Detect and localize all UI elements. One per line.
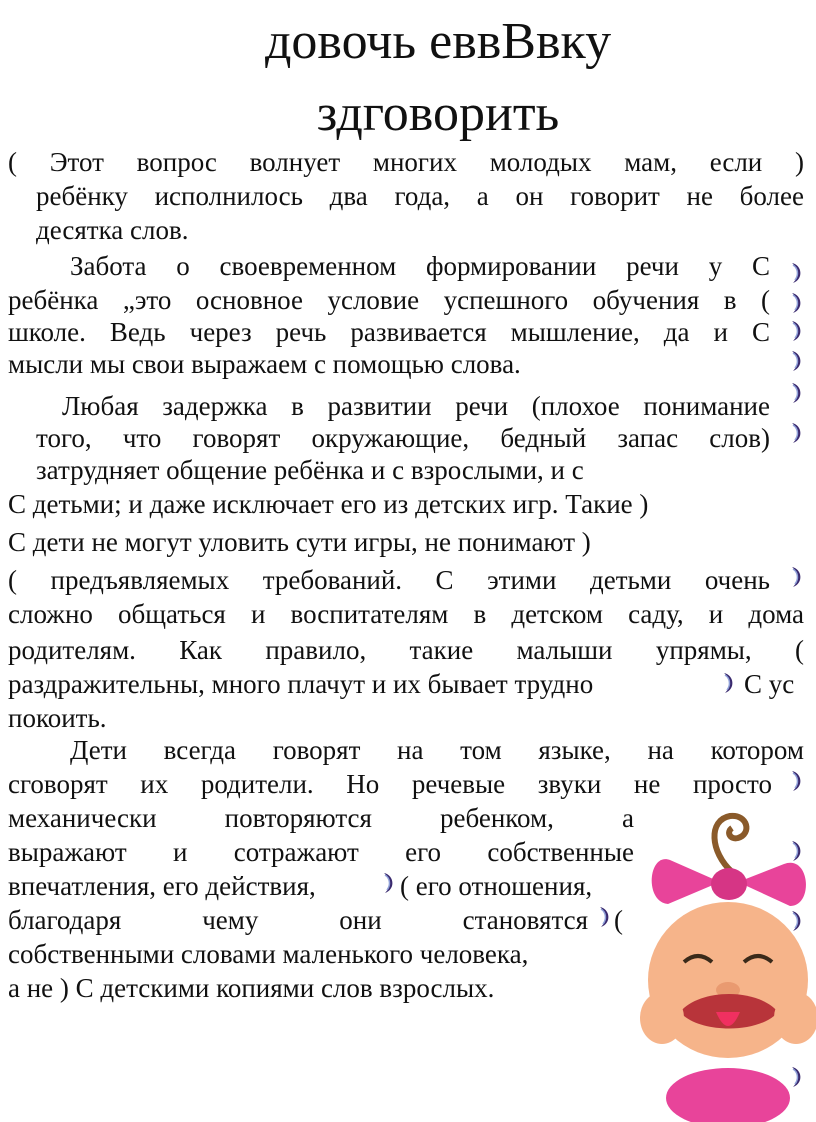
crescent-moon-icon [786,350,806,372]
paragraph-3-line-9-tail: С ус [744,669,795,699]
paragraph-4-line-4: выражают и сотражают его собственные [8,837,634,867]
paragraph-1-line-1: ( Этот вопрос волнует многих молодых мам, если ) [8,147,804,177]
paragraph-3-line-7: сложно общаться и воспитателям в детском саду, и дома [8,599,804,629]
crescent-moon-icon [378,872,398,894]
paragraph-4-line-6-tail: ( [614,905,623,935]
crescent-moon-icon [786,320,806,342]
crescent-moon-icon [786,262,806,284]
paragraph-3-line-6: ( предъявляемых требований. С этими детьми очень [8,565,770,595]
paragraph-2-line-3: школе. Ведь через речь развивается мышление, да и С [8,317,770,347]
paragraph-2-line-1: Забота о своевременном формировании речи у С [70,251,770,281]
crescent-moon-icon [786,770,806,792]
page-title-line-2: здговорить [316,85,560,142]
paragraph-3-line-10: покоить. [8,703,107,733]
paragraph-3-line-5: С дети не могут уловить сути игры, не понимают ) [8,527,591,557]
bow-knot [711,868,747,900]
paragraph-2-line-4: мысли мы свои выражаем с помощью слова. [8,349,521,379]
paragraph-4-line-1: Дети всегда говорят на том языке, на котором [70,735,804,765]
paragraph-3-line-4: С детьми; и даже исключает его из детских игр. Такие ) [8,489,649,519]
paragraph-4-line-5-tail: ( его отношения, [400,871,593,901]
bow-left [652,859,720,904]
paragraph-1-line-3: десятка слов. [36,215,189,245]
paragraph-4-line-2: сговорят их родители. Но речевые звуки не просто [8,769,772,799]
hand-left [640,992,684,1044]
crescent-moon-icon [594,906,614,928]
baby-girl-illustration [640,812,816,1122]
crescent-moon-icon [718,672,738,694]
paragraph-3-line-2: того, что говорят окружающие, бедный запас слов) [36,423,770,453]
page-title-line-1: довочь еввВвку [264,13,612,70]
paragraph-4-line-3: механически повторяются ребенком, а [8,803,634,833]
paragraph-4-line-8: а не ) С детскими копиями слов взрослых. [8,973,495,1003]
paragraph-2-line-2: ребёнка „это основное условие успешного обучения в ( [8,285,770,315]
paragraph-4-line-7: собственными словами маленького человека, [8,939,529,969]
paragraph-3-line-1: Любая задержка в развитии речи (плохое понимание [62,391,770,421]
bow-right [738,863,806,906]
paragraph-1-line-2: ребёнку исполнилось два года, а он говорит не более [36,181,804,211]
diaper [666,1068,790,1122]
paragraph-3-line-3: затрудняет общение ребёнка и с взрослыми, и с [36,455,584,485]
paragraph-3-line-9: раздражительны, много плачут и их бывает трудно [8,669,594,699]
hand-right [774,992,816,1044]
paragraph-4-line-5: впечатления, его действия, [8,871,316,901]
crescent-moon-icon [786,382,806,404]
crescent-moon-icon [786,292,806,314]
paragraph-4-line-6: благодаря чему они становятся [8,905,588,935]
hair-curl [714,816,746,872]
crescent-moon-icon [786,566,806,588]
crescent-moon-icon [786,422,806,444]
paragraph-3-line-8: родителям. Как правило, такие малыши упрямы, ( [8,635,804,665]
